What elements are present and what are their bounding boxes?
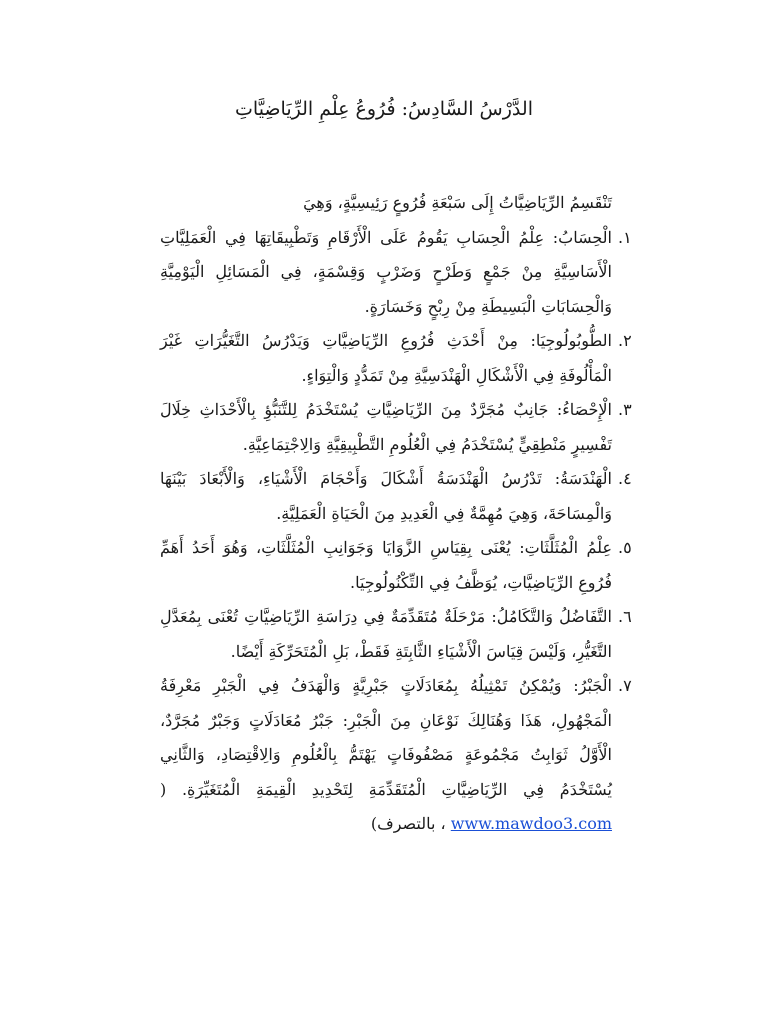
list-item-text: التَّفَاضُلُ وَالتَّكَامُلُ: مَرْحَلَةٌ مُتَقَدِّمَةٌ فِي دِرَاسَةِ الرِّيَاضِيَّاتِ تُعْنَى بِمُعَدَّلِ التَّغَيُّرِ، وَلَيْسَ قِيَاسَ الْأَشْيَاءِ الثَّابِتَةِ فَقَطْ، بَلِ الْمُتَحَرِّكَةِ أَيْضًا. (160, 607, 612, 661)
list-item-number: ٣. (618, 400, 632, 419)
list-item-text: الطُّوبُولُوجِيَا: مِنْ أَحْدَثِ فُرُوعِ الرِّيَاضِيَّاتِ وَيَدْرُسُ التَّغَيُّرَاتِ غَيْرَ الْمَأْلُوفَةِ فِي الْأَشْكَالِ الْهَنْدَسِيَّةِ مِنْ تَمَدُّدٍ وَالْتِوَاءٍ. (160, 331, 612, 385)
list-item-number: ٧. (618, 676, 632, 695)
list-item-number: ١. (618, 227, 632, 247)
list-item (160, 324, 632, 393)
list-item (160, 600, 632, 669)
list-item (160, 462, 632, 531)
source-link[interactable]: www.mawdoo3.com (450, 814, 612, 833)
list-item-text: الْهَنْدَسَةُ: تَدْرُسُ الْهَنْدَسَةُ أَشْكَالَ وَأَحْجَامَ الْأَشْيَاءِ، وَالْأَبْعَادَ بَيْنَهَا وَالْمِسَاحَةَ، وَهِيَ مُهِمَّةٌ فِي الْعَدِيدِ مِنَ الْحَيَاةِ الْعَمَلِيَّةِ. (160, 469, 613, 523)
list-item-number: ٦. (618, 607, 632, 626)
list-item-text: الْإِحْصَاءُ: جَانِبٌ مُجَرَّدٌ مِنَ الرِّيَاضِيَّاتِ يُسْتَخْدَمُ لِلتَّنَبُّؤِ بِالْأَحْدَاثِ خِلَالَ تَفْسِيرٍ مَنْطِقِيٍّ يُسْتَخْدَمُ فِي الْعُلُومِ التَّطْبِيقِيَّةِ وَالِاجْتِمَاعِيَّةِ. (160, 400, 612, 454)
source-suffix: ، بالتصرف) (370, 814, 446, 833)
document-body (160, 186, 632, 842)
intro-paragraph: تَنْقَسِمُ الرِّيَاضِيَّاتُ إِلَى سَبْعَةِ فُرُوعٍ رَئِيسِيَّةٍ، وَهِيَ (303, 193, 612, 212)
list-item-number: ٤. (618, 469, 632, 488)
branches-list (160, 221, 632, 842)
list-item (160, 221, 632, 325)
list-item-text: عِلْمُ الْمُثَلَّثَاتِ: يُعْنَى بِقِيَاسِ الزَّوَايَا وَجَوَانِبِ الْمُثَلَّثَاتِ، وَهُوَ أَحَدُ أَهَمِّ فُرُوعِ الرِّيَاضِيَّاتِ، يُوَظَّفُ فِي التِّكْنُولُوجِيَا. (160, 538, 612, 592)
list-item-text: الْحِسَابُ: عِلْمُ الْحِسَابِ يَقُومُ عَلَى الْأَرْقَامِ وَتَطْبِيقَاتِهَا فِي الْعَمَلِيَّاتِ الْأَسَاسِيَّةِ مِنْ جَمْعٍ وَطَرْحٍ وَضَرْبٍ وَقِسْمَةٍ، فِي الْمَسَائِلِ الْيَوْمِيَّةِ وَالْحِسَابَاتِ الْبَسِيطَةِ مِنْ رِبْحٍ وَخَسَارَةٍ. (160, 227, 612, 316)
page-title: الدَّرْسُ السَّادِسُ: فُرُوعُ عِلْمِ الرِّيَاضِيَّاتِ (235, 98, 533, 120)
list-item-number: ٥. (618, 538, 632, 557)
list-item (160, 669, 632, 842)
list-item-number: ٢. (618, 331, 632, 350)
list-item (160, 393, 632, 462)
list-item-text: الْجَبْرُ: وَيُمْكِنُ تَمْثِيلُهُ بِمُعَادَلَاتٍ جَبْرِيَّةٍ وَالْهَدَفُ فِي الْجَبْرِ مَعْرِفَةُ الْمَجْهُولِ، هَذَا وَهُنَالِكَ نَوْعَانِ مِنَ الْجَبْرِ: جَبْرُ مُعَادَلَاتٍ وَجَبْرٌ مُجَرَّدٌ، الْأَوَّلُ ثَوَابِتُ مَجْمُوعَةٍ مَصْفُوفَاتٍ يَهْتَمُّ بِالْعُلُومِ وَالِاقْتِصَادِ، وَالثَّانِي يُسْتَخْدَمُ فِي الرِّيَاضِيَّاتِ الْمُتَقَدِّمَةِ لِتَحْدِيدِ الْقِيمَةِ الْمُتَغَيِّرَةِ. ( (160, 676, 613, 799)
list-item (160, 531, 632, 600)
